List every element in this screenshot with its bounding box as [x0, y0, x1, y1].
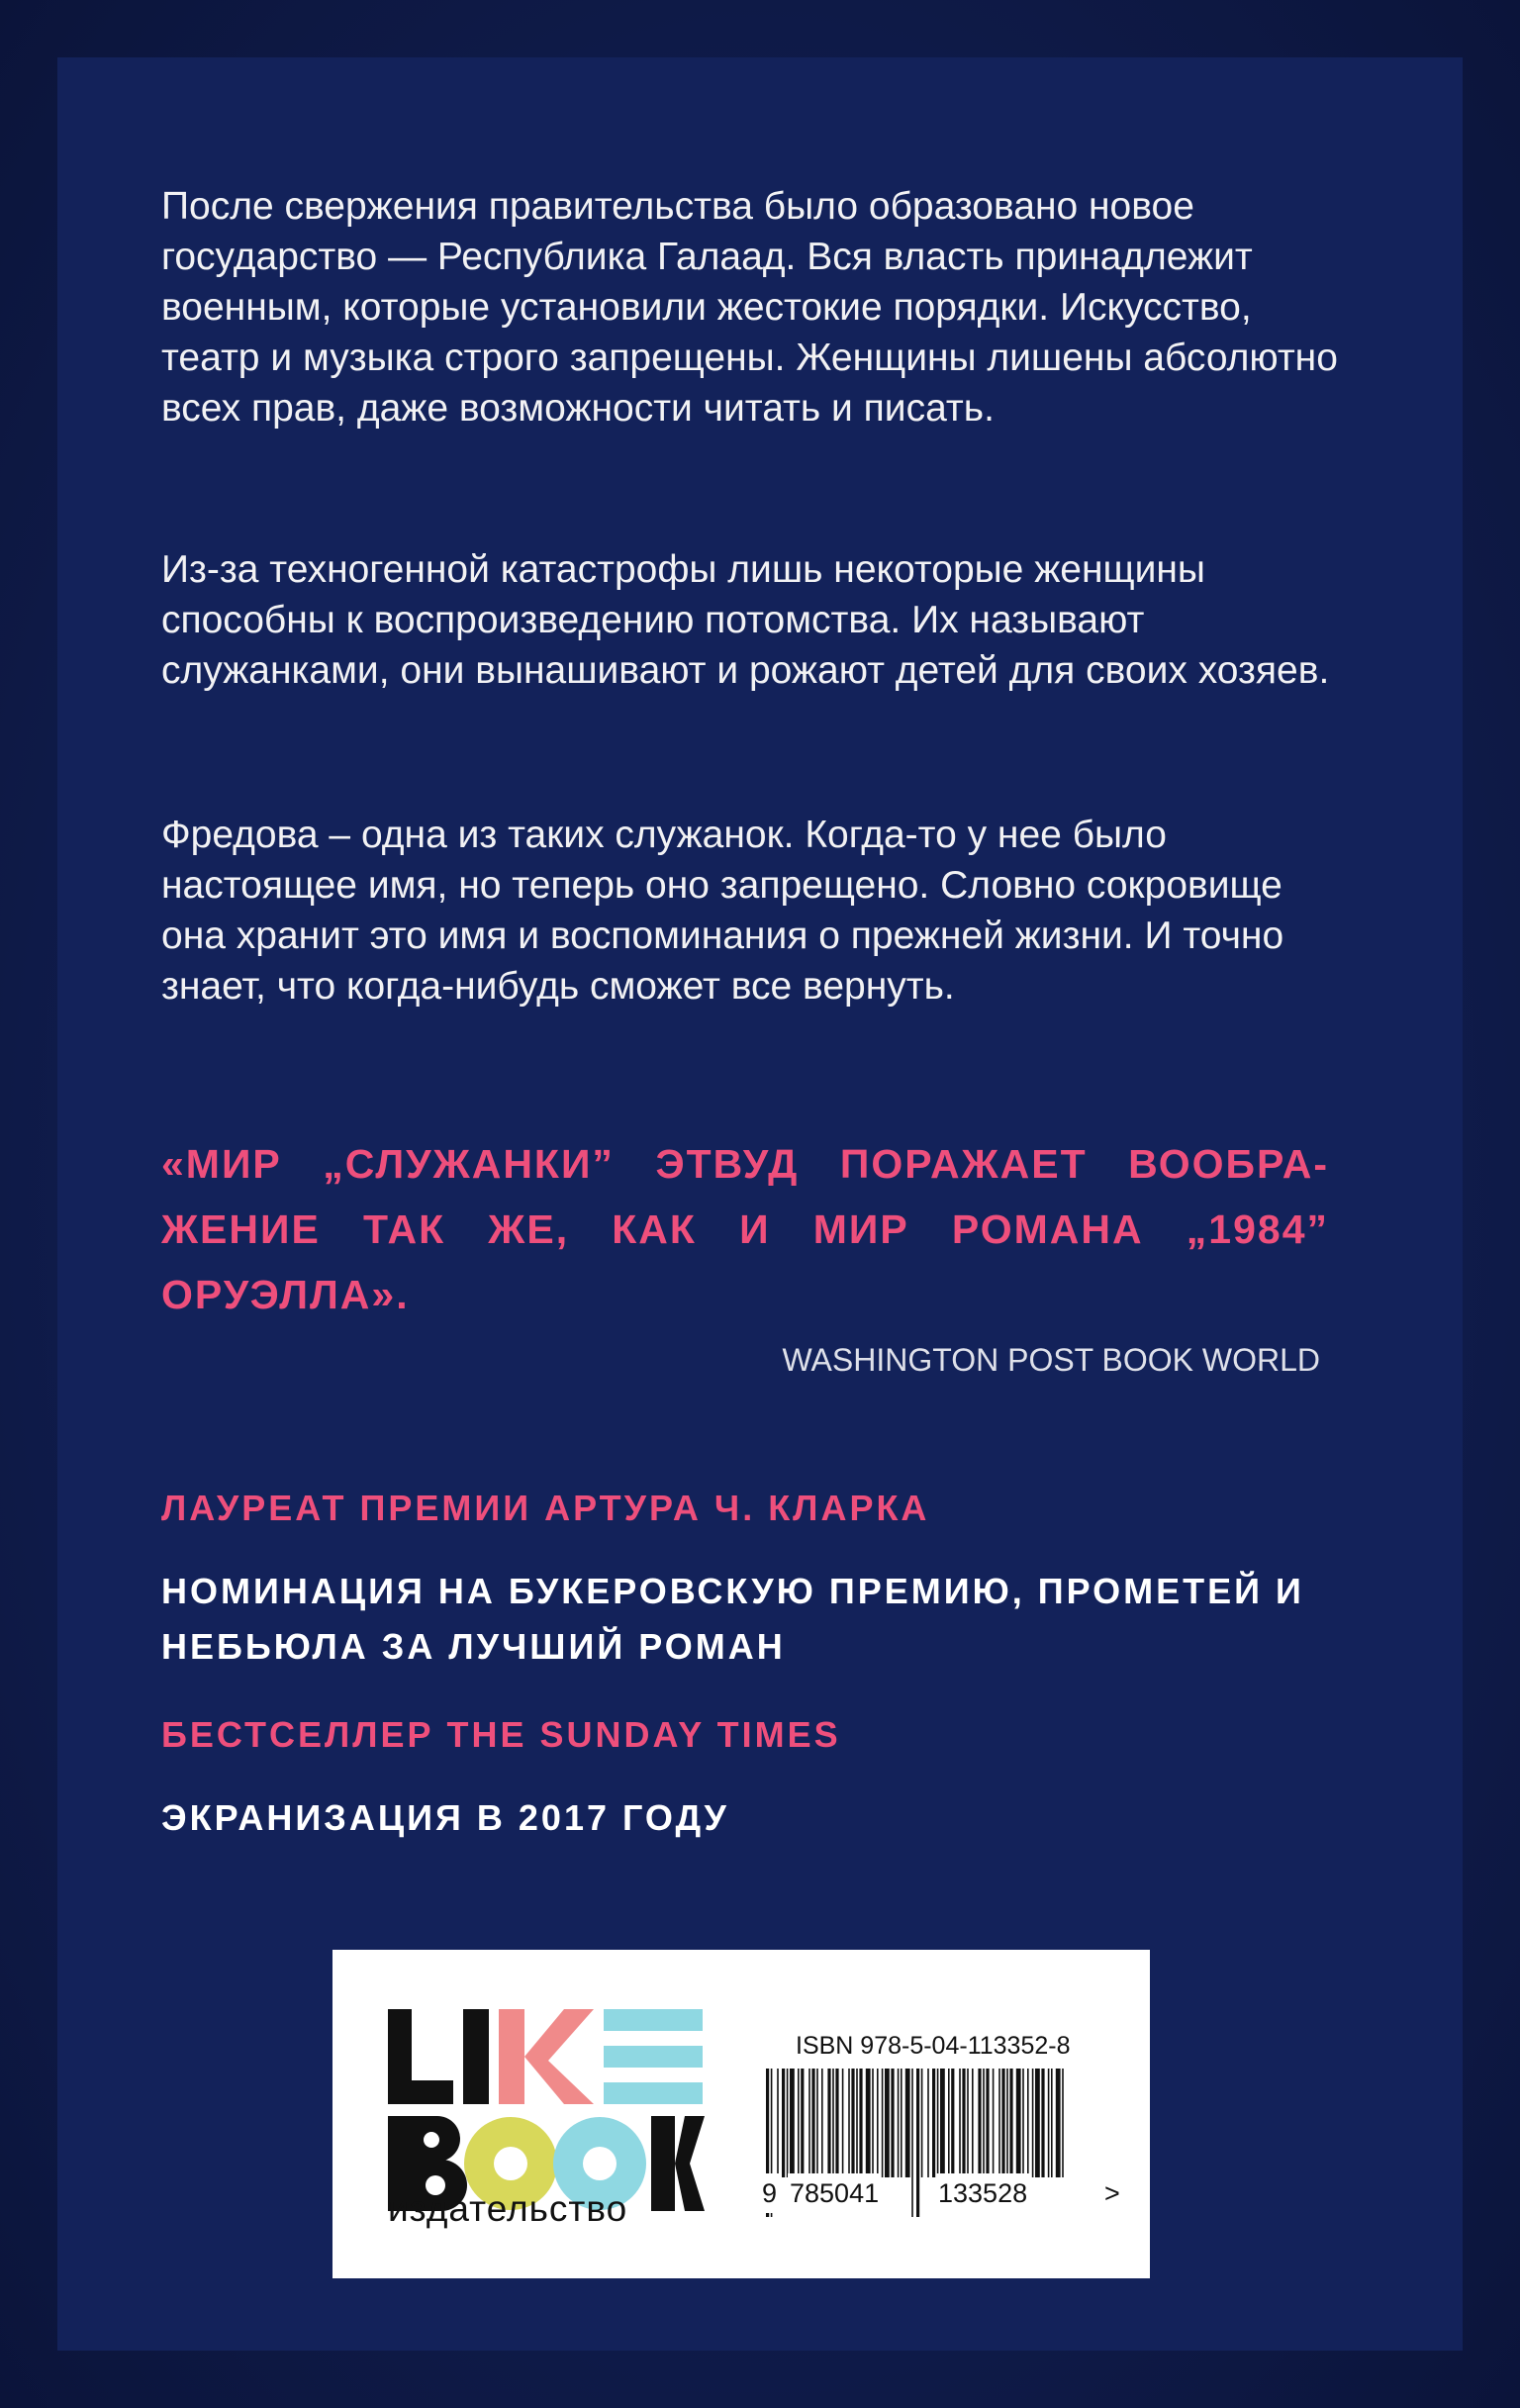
barcode-bar [882, 2069, 884, 2177]
barcode-bar [848, 2069, 850, 2177]
barcode-bar [1032, 2069, 1034, 2177]
barcode-bar [937, 2069, 939, 2177]
award-booker-nomination: НОМИНАЦИЯ НА БУКЕРОВСКУЮ ПРЕМИЮ, ПРОМЕТЕЙ И НЕБЬЮЛА ЗА ЛУЧШИЙ РОМАН [161, 1571, 1304, 1667]
barcode-bar [808, 2069, 810, 2177]
barcode-bar [959, 2069, 961, 2177]
barcode-bar [927, 2069, 929, 2177]
barcode-bar [898, 2069, 900, 2177]
barcode-bar [1056, 2069, 1061, 2177]
barcode-bar [1022, 2069, 1024, 2177]
barcode-bar [859, 2069, 862, 2177]
barcode-bar [998, 2069, 1000, 2177]
barcode-bar [832, 2069, 834, 2177]
barcode-bar [1006, 2069, 1008, 2177]
barcode-digits [760, 2173, 1128, 2217]
barcode-bar [962, 2069, 965, 2177]
barcode-bar [1001, 2069, 1004, 2177]
barcode-digit-first: 9 [760, 2173, 779, 2213]
barcode-bar [1009, 2069, 1012, 2177]
description-paragraph-2: Из-за техногенной катастрофы лишь некоторые женщины способны к воспроизведению потомства. Их называют служанками, они вынашивают и рожают детей для своих хозяев. [161, 548, 1330, 692]
barcode-bar [1016, 2069, 1021, 2177]
review-quote: «МИР „СЛУЖАНКИ” ЭТВУД ПОРАЖАЕТ ВООБРА-ЖЕНИЕ ТАК ЖЕ, КАК И МИР РОМАНА „1984” ОРУЭЛЛА». [161, 1141, 1329, 1317]
barcode-bar [948, 2069, 950, 2177]
logo-letter-k [499, 2009, 594, 2104]
barcode-bar [993, 2069, 995, 2177]
barcode-bar [885, 2069, 890, 2177]
barcode-bar [835, 2069, 838, 2177]
award-screen-adaptation: ЭКРАНИЗАЦИЯ В 2017 ГОДУ [161, 1797, 729, 1838]
logo-letter-l [388, 2009, 453, 2104]
barcode-bar [1051, 2069, 1053, 2177]
barcode-quiet-zone-mark: > [1102, 2173, 1122, 2213]
barcode-bar [921, 2069, 923, 2177]
barcode-bar [940, 2069, 945, 2177]
barcode-bar [967, 2069, 969, 2177]
barcode-bar [866, 2069, 871, 2177]
barcode-bar [821, 2069, 823, 2177]
barcode-bar [1035, 2069, 1040, 2177]
barcode-bar [787, 2069, 789, 2177]
barcode-bar [1062, 2069, 1064, 2177]
barcode-bar [790, 2069, 795, 2177]
barcode-bar [801, 2069, 804, 2177]
barcode-bar [983, 2069, 985, 2177]
barcode-bar [972, 2069, 974, 2177]
description-paragraph-3: Фредова – одна из таких служанок. Когда-то у нее было настоящее имя, но теперь оно запрещено. Словно сокровище она хранит это имя и воспоминания о прежней жизни. И точно знает, что когда-нибудь сможет все вернуть. [161, 814, 1284, 1008]
barcode-bar [932, 2069, 935, 2177]
barcode-bar [905, 2069, 910, 2177]
barcode-bar [891, 2069, 894, 2177]
barcode-bar [777, 2069, 779, 2177]
barcode-bar [842, 2069, 844, 2177]
barcode-bar [816, 2069, 818, 2177]
barcode-bar [986, 2069, 989, 2177]
barcode-bar [782, 2069, 785, 2177]
barcode-digits-left: 785041 [788, 2173, 881, 2213]
barcode-bar [798, 2069, 800, 2177]
barcode-bar [877, 2069, 879, 2177]
award-bestseller: БЕСТСЕЛЛЕР THE SUNDAY TIMES [161, 1714, 841, 1755]
barcode-bar [978, 2069, 981, 2177]
barcode-bar [827, 2069, 830, 2177]
barcode-digits-right: 133528 [936, 2173, 1029, 2213]
barcode-bar [1027, 2069, 1029, 2177]
logo-letter-e [604, 2009, 703, 2104]
description-paragraph-1: После свержения правительства было образовано новое государство — Республика Галаад. Вся власть принадлежит военным, которые установили жестокие порядки. Искусство, театр и музыка строго запрещены. Женщины лишены абсолютно всех прав, даже возможности читать и писать. [161, 185, 1338, 430]
barcode-bar [811, 2069, 814, 2177]
isbn-label: ISBN 978-5-04-113352-8 [796, 2032, 1071, 2060]
barcode-bar [872, 2069, 874, 2177]
barcode-bar [851, 2069, 854, 2177]
publisher-tagline: издательство [388, 2188, 628, 2229]
barcode-bar [856, 2069, 858, 2177]
barcode-bar [951, 2069, 954, 2177]
barcode-bar [901, 2069, 902, 2177]
review-source: WASHINGTON POST BOOK WORLD [782, 1342, 1320, 1378]
award-clarke: ЛАУРЕАТ ПРЕМИИ АРТУРА Ч. КЛАРКА [161, 1488, 930, 1528]
barcode-bar [1048, 2069, 1050, 2177]
barcode-bar [1041, 2069, 1044, 2177]
logo-letter-i [463, 2009, 489, 2104]
